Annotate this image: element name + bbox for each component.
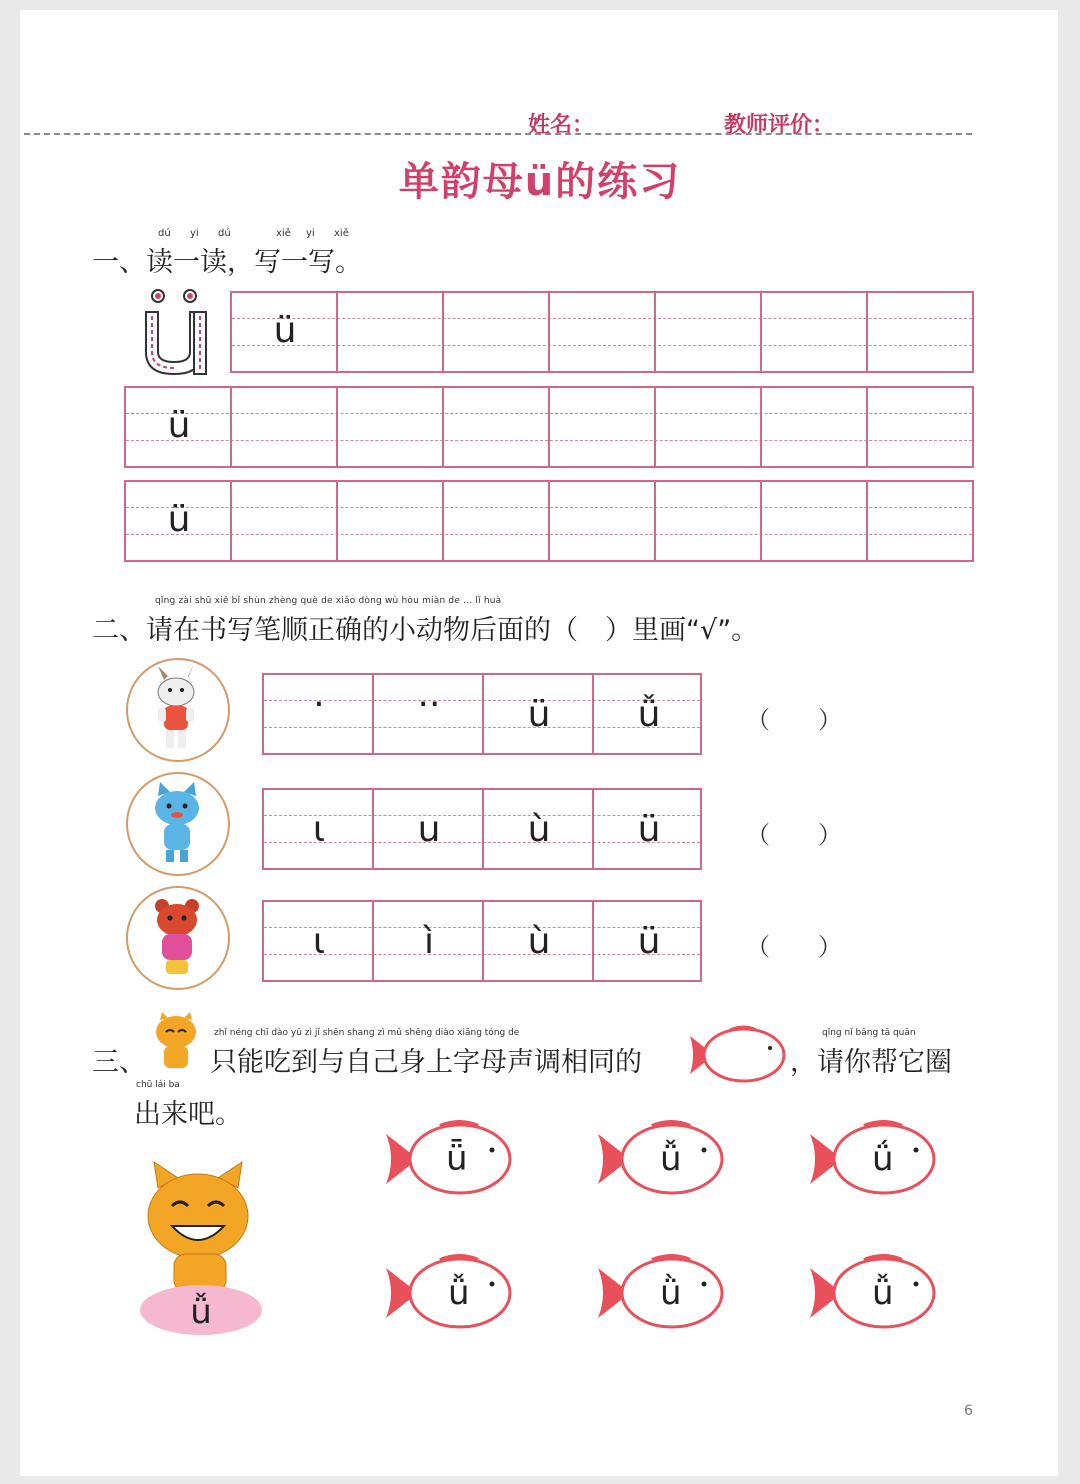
bear-step-1: ι [312, 921, 326, 962]
stroke-grid-goat [262, 673, 702, 755]
section-1-heading: 一、读一读，写一写。 [92, 247, 362, 278]
pinyin-yi: yi [190, 228, 199, 239]
section-3-pinyin-2: qǐng nǐ bāng tā quān [822, 1028, 916, 1038]
fish-6[interactable] [808, 1254, 938, 1332]
stroke-grid-cat [262, 788, 702, 870]
goat-circle [126, 658, 230, 762]
cat-step-3: ù [527, 809, 551, 850]
section-2-heading: 二、请在书写笔顺正确的小动物后面的（ ）里画“√”。 [92, 615, 759, 646]
writing-grid-row-3 [124, 480, 974, 562]
goat-step-4: ǚ [637, 694, 661, 735]
sample-letter-row-2: ü [167, 405, 191, 446]
page-number: 6 [964, 1403, 973, 1419]
pinyin-du-2: dú [218, 228, 231, 239]
bear-icon [128, 888, 228, 988]
bear-step-3: ù [527, 921, 551, 962]
section-3-text-2: ，请你帮它圈 [790, 1047, 952, 1078]
fish-3[interactable] [808, 1120, 938, 1198]
teacher-evaluation-label: 教师评价： [724, 113, 835, 138]
writing-grid-row-2 [124, 386, 974, 468]
pinyin-yi-2: yi [306, 228, 315, 239]
fish-6-letter: ǚ [872, 1273, 894, 1313]
name-label: 姓名： [528, 113, 595, 138]
fish-4-letter: ǚ [448, 1273, 470, 1313]
fish-3-letter: ǘ [872, 1139, 894, 1179]
answer-paren-goat[interactable]: （ ） [746, 706, 842, 734]
stroke-grid-bear [262, 900, 702, 982]
goat-step-3: ü [527, 694, 551, 735]
bear-circle [126, 886, 230, 990]
header-divider [24, 133, 972, 135]
goat-icon [128, 660, 228, 760]
sample-letter-row-1: ü [273, 310, 297, 351]
cat-step-4: ü [637, 809, 661, 850]
answer-paren-cat[interactable]: （ ） [746, 821, 842, 849]
pinyin-du: dú [158, 228, 171, 239]
tiger-letter: ǚ [190, 1292, 212, 1332]
cat-step-2: u [417, 809, 441, 850]
page-title: 单韵母ü的练习 [398, 159, 682, 205]
section-3-text-1: 只能吃到与自己身上字母声调相同的 [210, 1047, 642, 1078]
fish-icon-inline [686, 1024, 788, 1086]
small-tiger-icon [150, 1012, 202, 1074]
bear-step-4: ü [637, 921, 661, 962]
fish-2[interactable] [596, 1120, 726, 1198]
goat-step-2: ·· [417, 684, 441, 725]
fish-4[interactable] [384, 1254, 514, 1332]
section-3-pinyin-3: chū lái ba [136, 1080, 180, 1090]
fish-1[interactable] [384, 1120, 514, 1198]
cat-circle [126, 772, 230, 876]
writing-grid-row-1 [230, 291, 974, 373]
goat-step-1: · [313, 684, 325, 725]
cat-step-1: ι [312, 809, 326, 850]
fish-2-letter: ǚ [660, 1139, 682, 1179]
sample-letter-row-3: ü [167, 499, 191, 540]
section-3-pinyin-1: zhǐ néng chī dào yǔ zì jǐ shēn shang zì mǔ shēng diào xiāng tóng de [214, 1028, 520, 1038]
section-3-text-3: 出来吧。 [134, 1099, 242, 1130]
answer-paren-bear[interactable]: （ ） [746, 933, 842, 961]
u-stroke-order-icon [138, 286, 214, 378]
fish-5[interactable] [596, 1254, 726, 1332]
fish-1-letter: ǖ [446, 1139, 468, 1179]
bear-step-2: ì [423, 921, 434, 962]
cat-icon [128, 774, 228, 874]
pinyin-xie: xiě [276, 228, 291, 239]
fish-5-letter: ǜ [660, 1273, 682, 1313]
pinyin-xie-2: xiě [334, 228, 349, 239]
section-3-prefix: 三、 [92, 1047, 146, 1078]
section-2-pinyin: qǐng zài shū xiě bǐ shùn zhèng què de xiǎo dòng wù hòu miàn de ... lǐ huà [155, 596, 502, 606]
